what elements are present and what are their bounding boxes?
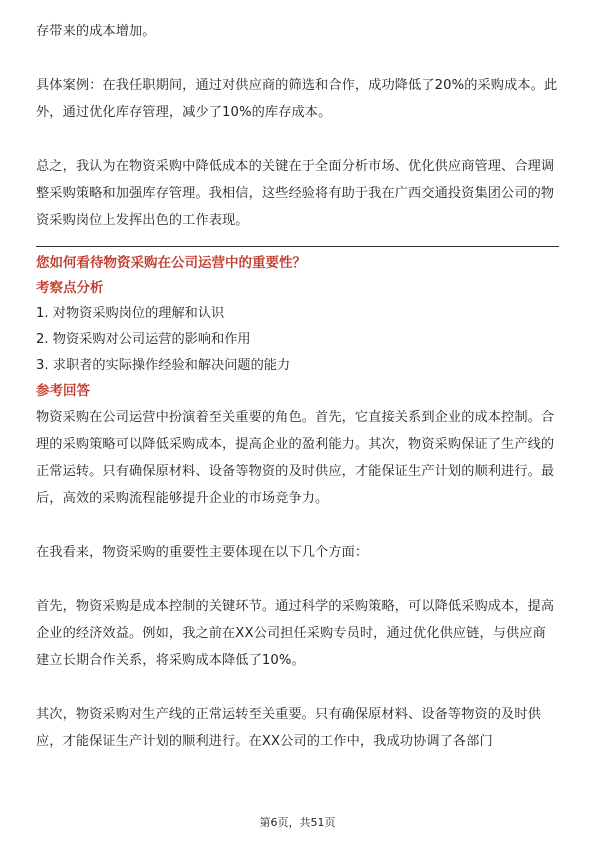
answer-label: 参考回答 bbox=[36, 383, 90, 399]
list-item: 1. 对物资采购岗位的理解和认识 bbox=[36, 306, 225, 321]
answer-paragraph-second: 其次，物资采购对生产线的正常运转至关重要。只有确保原材料、设备等物资的及时供应，才能保证生产计划的顺利进行。在XX公司的工作中，我成功协调了各部门 bbox=[36, 707, 541, 749]
section-divider bbox=[36, 246, 559, 247]
spacer bbox=[36, 566, 559, 593]
spacer bbox=[36, 512, 559, 539]
answer-paragraph-intro: 物资采购在公司运营中扮演着至关重要的角色。首先，它直接关系到企业的成本控制。合理的采购策略可以降低采购成本，提高企业的盈利能力。其次，物资采购保证了生产线的正常运转。只有确保原材料、设备等物资的及时供应，才能保证生产计划的顺利进行。最后，高效的采购流程能够提升企业的市场竞争力。 bbox=[36, 410, 555, 506]
page-content bbox=[36, 18, 559, 755]
spacer bbox=[36, 674, 559, 701]
answer-paragraph-first: 首先，物资采购是成本控制的关键环节。通过科学的采购策略，可以降低采购成本，提高企业的经济效益。例如，我之前在XX公司担任采购专员时，通过优化供应链，与供应商建立长期合作关系，将采购成本降低了10%。 bbox=[36, 599, 555, 668]
spacer bbox=[36, 126, 559, 153]
answer-paragraph-lead: 在我看来，物资采购的重要性主要体现在以下几个方面： bbox=[36, 545, 369, 560]
question-heading: 您如何看待物资采购在公司运营中的重要性？ bbox=[36, 255, 306, 271]
list-item: 2. 物资采购对公司运营的影响和作用 bbox=[36, 332, 251, 347]
paragraph-case-example: 具体案例：在我任职期间，通过对供应商的筛选和合作，成功降低了20%的采购成本。此外，通过优化库存管理，减少了10%的库存成本。 bbox=[36, 78, 558, 120]
list-item: 3. 求职者的实际操作经验和解决问题的能力 bbox=[36, 358, 291, 373]
analysis-label: 考察点分析 bbox=[36, 280, 104, 296]
paragraph-continued: 存带来的成本增加。 bbox=[36, 24, 156, 39]
paragraph-summary: 总之，我认为在物资采购中降低成本的关键在于全面分析市场、优化供应商管理、合理调整采购策略和加强库存管理。我相信，这些经验将有助于我在广西交通投资集团公司的物资采购岗位上发挥出色的工作表现。 bbox=[36, 159, 555, 228]
page-footer: 第6页，共51页 bbox=[259, 816, 336, 829]
spacer bbox=[36, 45, 559, 72]
analysis-list bbox=[36, 301, 559, 379]
